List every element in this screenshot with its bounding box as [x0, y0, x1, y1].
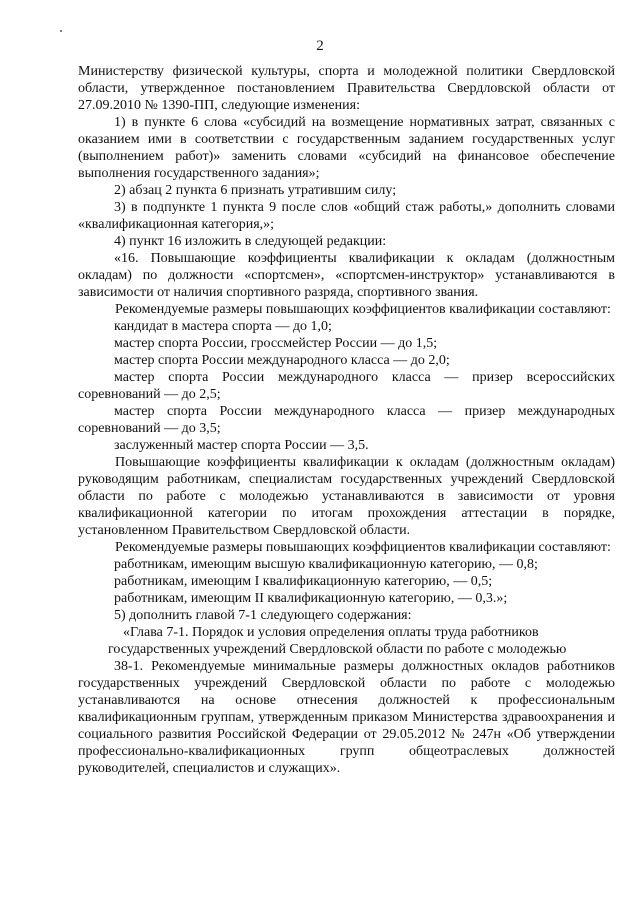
paragraph-item-4: 4) пункт 16 изложить в следующей редакции: [114, 234, 387, 249]
chapter-heading-line-2: государственных учреждений Свердловской области по работе с молодежью [108, 642, 567, 657]
paragraph-item-1: 1) в пункте 6 слова «субсидий на возмещение нормативных затрат, связанных с оказанием ими в соответствии с государственным заданием государственных услуг (выполнением работ)» заменить словами «субсидий на финансовое обеспечение выполнения государственного задания»; [78, 115, 615, 181]
list-item-candidate: кандидат в мастера спорта — до 1,0; [114, 319, 332, 334]
paragraph-coefficients-intro: Рекомендуемые размеры повышающих коэффициентов квалификации составляют: [115, 302, 611, 317]
paragraph-item-5: 5) дополнить главой 7-1 следующего содержания: [114, 608, 412, 623]
paragraph-38-1: 38-1. Рекомендуемые минимальные размеры должностных окладов работников государственных учреждений Свердловской области по работе с молодежью устанавливаются на основе отнесения должностей к профессиональным квалификационным группам, утвержденным приказом Министерства здравоохранения и социального развития Российской Федерации от 29.05.2012 № 247н «Об утверждении профессионально-квалификационных групп общеотраслевых должностей руководителей, специалистов и служащих». [78, 659, 615, 776]
list-item-category-1: работникам, имеющим I квалификационную категорию, — 0,5; [114, 574, 493, 589]
paragraph-managers-coefficients: Повышающие коэффициенты квалификации к окладам (должностным окладам) руководящим работникам, специалистам государственных учреждений Свердловской области по работе с молодежью устанавливаются в зависимости от уровня квалификационной категории по итогам прохождения аттестации в порядке, установленном Правительством Свердловской области. [78, 455, 615, 538]
paragraph-coefficients-intro-2: Рекомендуемые размеры повышающих коэффициентов квалификации составляют: [115, 540, 611, 555]
list-item-category-2: работникам, имеющим II квалификационную категорию, — 0,3.»; [114, 591, 508, 606]
list-item-prize-national: мастер спорта России международного класса — призер всероссийских соревнований — до 2,5; [78, 370, 615, 402]
document-body [78, 63, 615, 777]
paragraph-intro: Министерству физической культуры, спорта и молодежной политики Свердловской области, утвержденное постановлением Правительства Свердловской области от 27.09.2010 № 1390-ПП, следующие изменения: [78, 64, 615, 113]
paragraph-point-16: «16. Повышающие коэффициенты квалификации к окладам (должностным окладам) по должности «спортсмен», «спортсмен-инструктор» устанавливаются в зависимости от наличия спортивного разряда, спортивного звания. [78, 251, 615, 300]
list-item-master: мастер спорта России, гроссмейстер России — до 1,5; [114, 336, 438, 351]
paragraph-item-2: 2) абзац 2 пункта 6 признать утратившим силу; [114, 183, 397, 198]
list-item-prize-international: мастер спорта России международного класса — призер международных соревнований — до 3,5; [78, 404, 615, 436]
paragraph-item-3: 3) в подпункте 1 пункта 9 после слов «общий стаж работы,» дополнить словами «квалификационная категория,»; [78, 200, 615, 232]
page-number: 2 [316, 38, 324, 54]
chapter-heading [78, 624, 615, 658]
list-item-highest-category: работникам, имеющим высшую квалификационную категорию, — 0,8; [114, 557, 538, 572]
list-item-master-international: мастер спорта России международного класса — до 2,0; [114, 353, 450, 368]
chapter-heading-line-1: «Глава 7-1. Порядок и условия определения оплаты труда работников [123, 625, 539, 640]
scan-artifact-dot [60, 30, 62, 32]
list-item-honored-master: заслуженный мастер спорта России — 3,5. [114, 438, 369, 453]
